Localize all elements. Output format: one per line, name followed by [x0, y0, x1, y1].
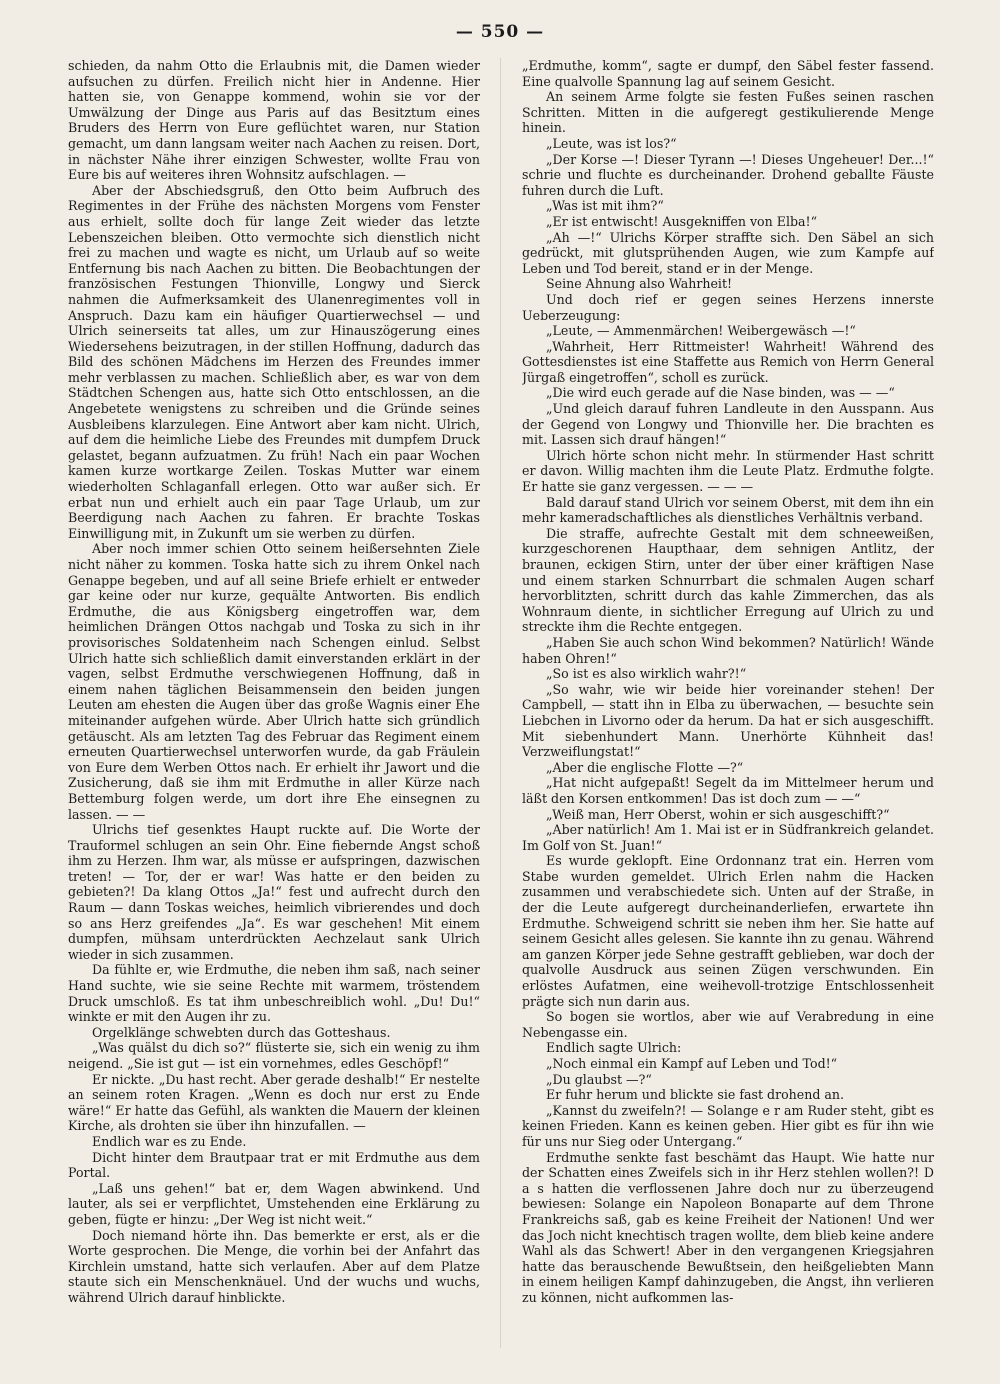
paragraph: Ulrich hörte schon nicht mehr. In stürmender Hast schritt er davon. Willig machten ihm die Leute Platz. Erdmuthe folgte. Er hatte sie ganz vergessen. — — — [522, 447, 934, 495]
paragraph: Seine Ahnung also Wahrheit! [546, 276, 733, 292]
paragraph: Doch niemand hörte ihn. Das bemerkte er erst, als er die Worte gesprochen. Die Menge, die vorhin bei der Anfahrt das Kirchlein umstand, hatte sich verlaufen. Aber auf dem Platze staute sich ein Menschenknäuel. Und der wuchs und wuchs, während Ulrich darauf hinblickte. [68, 1227, 480, 1305]
paragraph: „Weiß man, Herr Oberst, wohin er sich ausgeschifft?“ [546, 806, 890, 822]
paragraph: „Was ist mit ihm?“ [546, 198, 664, 214]
paragraph: Die straffe, aufrechte Gestalt mit dem schneeweißen, kurzgeschorenen Haupthaar, dem sehnigen Antlitz, der braunen, eckigen Stirn, unter der über einer kräftigen Nase und einem starken Schnurrbart die schmalen Augen scharf hervorblitzten, schritt durch das kahle Zimmerchen, das als Wohnraum diente, in sichtlicher Erregung auf Ulrich zu und streckte ihm die Rechte entgegen. [522, 525, 934, 635]
paragraph: schieden, da nahm Otto die Erlaubnis mit, die Damen wieder aufsuchen zu dürfen. Freilich nicht hier in Andenne. Hier hatten sie, von Genappe kommend, wohin sie vor der Umwälzung der Dinge aus Paris auf das Besitztum eines Bruders des Herrn von Eure geflüchtet waren, nur Station gemacht, um dann langsam weiter nach Aachen zu reisen. Dort, in nächster Nähe ihrer einzigen Schwester, wollte Frau von Eure bis auf weiteres ihren Wohnsitz aufschlagen. — [68, 58, 480, 183]
paragraph: Da fühlte er, wie Erdmuthe, die neben ihm saß, nach seiner Hand suchte, wie sie seine Rechte mit warmem, tröstendem Druck umschloß. Es tat ihm unbeschreiblich wohl. „Du! Du!“ winkte er mit den Augen ihr zu. [68, 962, 480, 1025]
paragraph: Orgelklänge schwebten durch das Gotteshaus. [92, 1024, 391, 1040]
paragraph: „Leute, — Ammenmärchen! Weibergewäsch —!“ [546, 323, 856, 339]
paragraph: Und doch rief er gegen seines Herzens innerste Ueberzeugung: [522, 291, 934, 323]
paragraph: Dicht hinter dem Brautpaar trat er mit Erdmuthe aus dem Portal. [68, 1149, 480, 1181]
column-divider [500, 58, 501, 1348]
paragraph: Es wurde geklopft. Eine Ordonnanz trat ein. Herren vom Stabe wurden gemeldet. Ulrich Erlen nahm die Hacken zusammen und verabschiedete sich. Unten auf der Straße, in der die Leute aufgeregt durcheinanderliefen, erwartete ihn Erdmuthe. Schweigend schritt sie neben ihm her. Sie hatte auf seinem Gesicht alles gelesen. Sie kannte ihn zu genau. Während am ganzen Körper jede Sehne gestrafft geblieben, war doch der qualvolle Ausdruck aus seinen Zügen verschwunden. Ein erlöstes Aufatmen, eine weihevoll-trotzige Entschlossenheit prägte sich nun darin aus. [522, 853, 934, 1009]
paragraph: „Hat nicht aufgepaßt! Segelt da im Mittelmeer herum und läßt den Korsen entkommen! Das ist doch zum — —“ [522, 775, 934, 806]
paragraph: „Noch einmal ein Kampf auf Leben und Tod!“ [546, 1056, 838, 1071]
paragraph: „Die wird euch gerade auf die Nase binden, was — —“ [546, 385, 895, 401]
paragraph: Erdmuthe senkte fast beschämt das Haupt. Wie hatte nur der Schatten eines Zweifels sich in ihr Herz stehlen wollen?! D a s hatten die verflossenen Jahre doch nur zu überzeugend bewiesen: Solange ein Napoleon Bonaparte auf dem Throne Frankreichs saß, gab es keine Freiheit der Nationen! Und wer das Joch nicht knechtisch tragen wollte, dem blieb keine andere Wahl als das Schwert! Aber in den vergangenen Kriegsjahren hatte das berauschende Bewußtsein, den heißgeliebten Mann in einem heiligen Kampf dahinzugeben, die Angst, ihn verlieren zu können, nicht aufkommen las- [522, 1149, 934, 1305]
paragraph: So bogen sie wortlos, aber wie auf Verabredung in eine Nebengasse ein. [522, 1009, 934, 1040]
paragraph: „Was quälst du dich so?“ flüsterte sie, sich ein wenig zu ihm neigend. „Sie ist gut — ist ein vornehmes, edles Geschöpf!“ [68, 1040, 480, 1071]
paragraph: An seinem Arme folgte sie festen Fußes seinen raschen Schritten. Mitten in die aufgeregt gestikulierende Menge hinein. [522, 89, 934, 136]
paragraph: „Und gleich darauf fuhren Landleute in den Ausspann. Aus der Gegend von Longwy und Thionville her. Die brachten es mit. Lassen sich drauf hängen!“ [522, 401, 934, 448]
paragraph: „Wahrheit, Herr Rittmeister! Wahrheit! Während des Gottesdienstes ist eine Staffette aus Remich von Herrn General Jürgaß eingetroffen“, scholl es zurück. [522, 338, 934, 385]
paragraph: Er fuhr herum und blickte sie fast drohend an. [546, 1087, 845, 1103]
right-text-column [522, 58, 934, 1358]
paragraph: Endlich war es zu Ende. [92, 1133, 247, 1149]
paragraph: „Kannst du zweifeln?! — Solange e r am Ruder steht, gibt es keinen Frieden. Kann es keinen geben. Hier gibt es für ihn wie für uns nur Sieg oder Untergang.“ [522, 1102, 934, 1149]
paragraph: „Ah —!“ Ulrichs Körper straffte sich. Den Säbel an sich gedrückt, mit glutsprühenden Augen, wie zum Kampfe auf Leben und Tod bereit, stand er in der Menge. [522, 229, 934, 276]
paragraph: Aber noch immer schien Otto seinem heißersehnten Ziele nicht näher zu kommen. Toska hatte sich zu ihrem Onkel nach Genappe begeben, und auf all seine Briefe erhielt er entweder gar keine oder nur kurze, gequälte Antworten. Bis endlich Erdmuthe, die aus Königsberg eingetroffen war, dem heimlichen Drängen Ottos nachgab und Toska zu sich in ihr provisorisches Soldatenheim nach Schengen einlud. Selbst Ulrich hatte sich schließlich damit einverstanden erklärt in der vagen, selbst Erdmuthe verschwiegenen Hoffnung, daß in einem nahen täglichen Beisammensein den beiden jungen Leuten am ehesten die Augen über das große Wagnis einer Ehe miteinander aufgehen würde. Aber Ulrich hatte sich gründlich getäuscht. Als am letzten Tag des Februar das Regiment einem erneuten Quartierwechsel unterworfen wurde, da gab Fräulein von Eure dem Werben Ottos nach. Er erhielt ihr Jawort und die Zusicherung, daß sie ihm mit Erdmuthe in aller Kürze nach Bettemburg folgen werde, um dort ihre Ehe einsegnen zu lassen. — — [68, 541, 480, 822]
left-text-column [68, 58, 480, 1358]
paragraph: „Aber natürlich! Am 1. Mai ist er in Südfrankreich gelandet. Im Golf von St. Juan!“ [522, 822, 934, 853]
paragraph: „So wahr, wie wir beide hier voreinander stehen! Der Campbell, — statt ihn in Elba zu überwachen, — besuchte sein Liebchen in Livorno oder da herum. Da hat er sich ausgeschifft. Mit siebenhundert Mann. Unerhörte Kühnheit das! Verzweiflungstat!“ [522, 681, 934, 760]
paragraph: „Erdmuthe, komm“, sagte er dumpf, den Säbel fester fassend. Eine qualvolle Spannung lag auf seinem Gesicht. [522, 58, 934, 89]
paragraph: „Haben Sie auch schon Wind bekommen? Natürlich! Wände haben Ohren!“ [522, 634, 934, 666]
paragraph: „Der Korse —! Dieser Tyrann —! Dieses Ungeheuer! Der...!“ schrie und fluchte es durcheinander. Drohend geballte Fäuste fuhren durch die Luft. [522, 151, 934, 198]
paragraph: Endlich sagte Ulrich: [546, 1040, 682, 1056]
paragraph: „Aber die englische Flotte —?“ [546, 759, 744, 775]
paragraph: „So ist es also wirklich wahr?!“ [546, 666, 747, 682]
paragraph: Aber der Abschiedsgruß, den Otto beim Aufbruch des Regimentes in der Frühe des nächsten Morgens vom Fenster aus erhielt, sollte doch für lange Zeit wieder das letzte Lebenszeichen bleiben. Otto vermochte sich dienstlich nicht frei zu machen und wagte es nicht, um Urlaub auf so weite Entfernung bis nach Aachen zu bitten. Die Beobachtungen der französischen Festungen Thionville, Longwy und Sierck nahmen die Aufmerksamkeit des Ulanenregimentes voll in Anspruch. Dazu kam ein häufiger Quartierwechsel — und Ulrich seinerseits tat alles, um zur Hinauszögerung eines Wiedersehens beizutragen, in der stillen Hoffnung, dadurch das Bild des schönen Mädchens im Herzen des Freundes immer mehr verblassen zu machen. Schließlich aber, es war von dem Städtchen Schengen aus, hatte sich Otto entschlossen, an die Angebetete wenigstens zu schreiben und die Gründe seines Ausbleibens klarzulegen. Eine Antwort aber kam nicht. Ulrich, auf dem die heimliche Liebe des Freundes mit dumpfem Druck gelastet, begann aufzuatmen. Zu früh! Nach ein paar Wochen kamen kurze wortkarge Zeilen. Toskas Mutter war einem wiederholten Schlaganfall erlegen. Otto war außer sich. Er erbat nun und erhielt auch ein paar Tage Urlaub, um zur Beerdigung nach Aachen zu fahren. Er brachte Toskas Einwilligung mit, in Zukunft um sie werben zu dürfen. [68, 182, 480, 541]
paragraph: „Leute, was ist los?“ [546, 135, 677, 151]
paragraph: „Du glaubst —?“ [546, 1071, 652, 1087]
paragraph: Ulrichs tief gesenktes Haupt ruckte auf. Die Worte der Trauformel schlugen an sein Ohr. Eine fiebernde Angst schoß ihm zu Herzen. Ihm war, als müsse er aufspringen, dazwischen treten! — Tor, der er war! Was hatte er den beiden zu gebieten?! Da klang Ottos „Ja!“ fest und aufrecht durch den Raum — dann Toskas weiches, heimlich vibrierendes und doch so ans Herz greifendes „Ja“. Es war geschehen! Mit einem dumpfen, mühsam unterdrückten Aechzelaut sank Ulrich wieder in sich zusammen. [68, 822, 480, 962]
page-number: — 550 — [455, 22, 545, 42]
paragraph: Bald darauf stand Ulrich vor seinem Oberst, mit dem ihn ein mehr kameradschaftliches als dienstliches Verhältnis verband. [522, 494, 934, 526]
paragraph: Er nickte. „Du hast recht. Aber gerade deshalb!“ Er nestelte an seinem roten Kragen. „Wenn es doch nur erst zu Ende wäre!“ Er hatte das Gefühl, als wankten die Mauern der kleinen Kirche, als drohten sie über ihn hinzufallen. — [68, 1071, 480, 1134]
paragraph: „Laß uns gehen!“ bat er, dem Wagen abwinkend. Und lauter, als sei er verpflichtet, Umstehenden eine Erklärung zu geben, fügte er hinzu: „Der Weg ist nicht weit.“ [68, 1180, 480, 1227]
paragraph: „Er ist entwischt! Ausgekniffen von Elba!“ [546, 213, 818, 229]
